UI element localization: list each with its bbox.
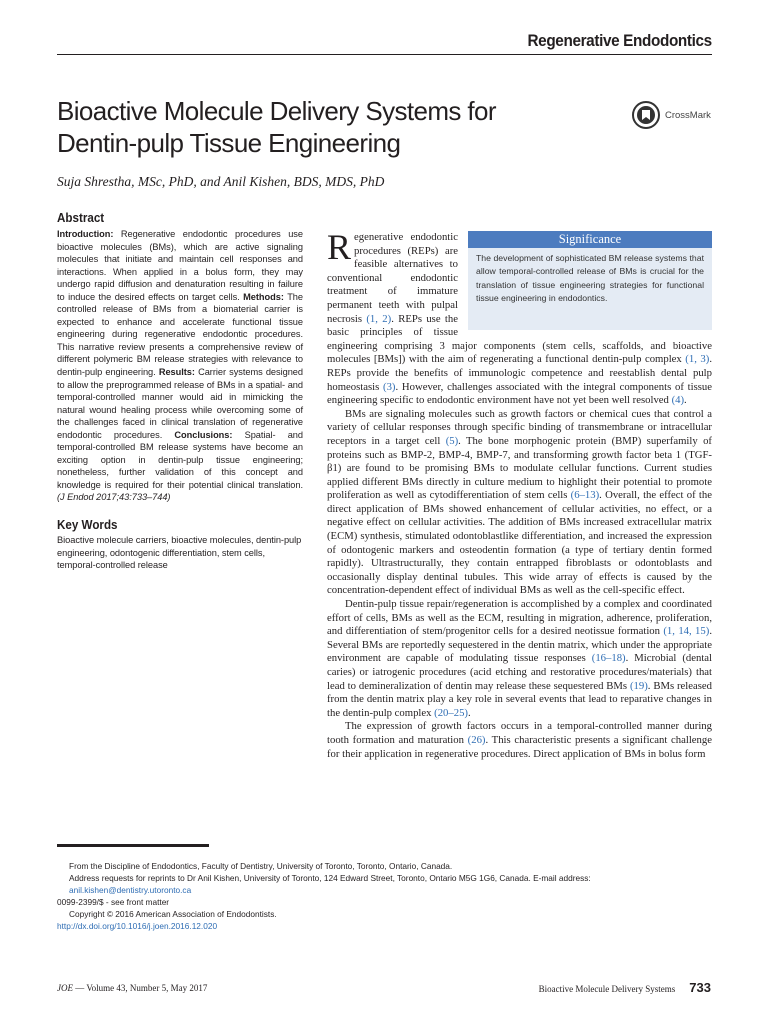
abstract-heading: Abstract	[57, 211, 105, 225]
keywords-text: Bioactive molecule carriers, bioactive molecules, dentin-pulp engineering, odontogenic differentiation, stem cells, temporal-controlled release	[57, 535, 302, 571]
citation-link[interactable]: (1, 3)	[685, 353, 710, 366]
crossmark-label: CrossMark	[665, 109, 711, 121]
volume-info: — Volume 43, Number 5, May 2017	[73, 983, 208, 993]
page-number: 733	[689, 980, 711, 995]
reprint-note: Address requests for reprints to Dr Anil Kishen, University of Toronto, 124 Edward Street, Toronto, Ontario M5G 1G6, Canada. E-mail address: anil.kishen@dentistry.utoronto.ca	[69, 873, 591, 896]
abstract-citation: (J Endod 2017;43:733–744)	[57, 492, 171, 503]
footnote-rule	[57, 844, 209, 847]
citation-link[interactable]: (26)	[467, 733, 486, 746]
footnotes	[57, 860, 715, 933]
issn-note: 0099-2399/$ - see front matter	[57, 897, 170, 908]
citation-link[interactable]: (3)	[383, 380, 396, 393]
citation-link[interactable]: (6–13)	[570, 489, 600, 502]
crossmark-badge[interactable]	[632, 101, 711, 129]
authors: Suja Shrestha, MSc, PhD, and Anil Kishen, BDS, MDS, PhD	[57, 174, 385, 189]
left-column	[57, 211, 303, 572]
citation-link[interactable]: (1, 14, 15)	[663, 625, 710, 638]
header-rule	[57, 54, 712, 55]
journal-abbrev: JOE	[57, 983, 73, 993]
citation-link[interactable]: (19)	[629, 679, 648, 692]
citation-link[interactable]: (20–25)	[434, 706, 468, 719]
drop-cap: R	[327, 227, 352, 267]
methods-label: Methods:	[243, 291, 284, 302]
copyright-note: Copyright © 2016 American Association of Endodontists.	[69, 909, 277, 920]
body-paragraph-3: Dentin-pulp tissue repair/regeneration is accomplished by a complex and coordinated effort of cells, BMs as well as the ECM, resulting in migration, adherence, proliferation, and differentiation of stem/progenitor cells for a desired neotissue formation (1, 14, 15). Several BMs are reportedly sequestered in the dentin matrix, which under the appropriate environment are capable of modulating tissue responses (16–18). Microbial (dental caries) or iatrogenic procedures (acid etching and restorative procedures/materials) that lead to demineralization of dentin may release these sequestered BMs (19). BMs released from the dentin matrix play a key role in several events that lead to reparative changes in the dentin-pulp complex (20–25).	[327, 598, 712, 719]
footer-journal-info	[57, 983, 207, 993]
intro-text: Regenerative endodontic procedures use bioactive molecules (BMs), which are active signaling molecules that initiate and maintain cell responses and interactions. When applied in a bolus form, they may undergo rapid diffusion and denaturation resulting in failure to induce the desired effects on target cells.	[57, 229, 303, 302]
affiliation-note: From the Discipline of Endodontics, Faculty of Dentistry, University of Toronto, Toronto, Ontario, Canada.	[69, 861, 453, 871]
results-label: Results:	[158, 367, 195, 378]
doi-link[interactable]: http://dx.doi.org/10.1016/j.joen.2016.12.020	[57, 921, 218, 932]
results-text: Carrier systems designed to allow the preprogrammed release of BMs in a spatial- and temporal-controlled manner would aid in mimicking the natural wound healing process while overcoming some of the challenges faced in clinical translation of regenerative endodontic procedures.	[57, 367, 303, 440]
email-link[interactable]: anil.kishen@dentistry.utoronto.ca	[69, 885, 192, 896]
conclusions-text: Spatial- and temporal-controlled BM release systems have become an exciting option in dentin-pulp tissue engineering; nonetheless, further validation of this concept and knowledge is required for their potential clinical translation.	[57, 429, 303, 490]
citation-link[interactable]: (5)	[445, 434, 459, 447]
body-paragraph-1: Regenerative endodontic procedures (REPs) are feasible alternatives to conventional endodontic treatment of immature permanent teeth with pulpal necrosis (1, 2). REPs use the basic principles of tissue engineering comprising 3 major components (stem cells, scaffolds, and bioactive molecules [BMs]) with the aim of regenerating a functional dentin-pulp complex (1, 3). REPs provide the benefits of immunologic competence and reestablish dental pulp homeostasis (3). However, challenges associated with the integral components of tissue engineering specific to endodontic environment have not yet been well resolved (4).	[327, 227, 713, 407]
significance-heading: Significance	[468, 231, 712, 248]
body-paragraph-2: BMs are signaling molecules such as growth factors or chemical cues that control a variety of cellular responses through specific binding of transmembrane or intracellular receptors in a target cell (5). The bone morphogenic protein (BMP) superfamily of proteins such as BMP-2, BMP-4, BMP-7, and transforming growth factor beta 1 (TGF-β1) are found to be promising BMs to modulate cellular functions. Current studies applied different BMs directly in culture medium to highlight their potential to promote proliferation as well as cytodifferentiation of stem cells (6–13). Overall, the effect of the direct application of BMs showed enhancement of cellular activities, no effect, or a negative effect on cellular activities. The addition of BMs increased extracellular matrix (ECM) synthesis, stimulated odontoblastlike differentiation, and increased the expression of odontogenic markers and osteodentin formation (a type of tertiary dentin formed rapidly). Ultrastructurally, they contain entrapped fibroblasts or odontoblasts and occasionally display dentinal tubules. This wide array of effects is caused by the concentration-dependent effect of individual BMs as well as the cell-specific effect.	[327, 407, 712, 597]
citation-link[interactable]: (16–18)	[591, 652, 626, 665]
methods-text: The controlled release of BMs from a biomaterial carrier is expected to enhance and accelerate functional tissue engineering during regenerative endodontic procedures. This narrative review presents a comprehensive review of different polymeric BM release strategies with relevance to dentin-pulp engineering.	[57, 291, 303, 378]
keywords-heading: Key Words	[57, 518, 118, 533]
running-title: Bioactive Molecule Delivery Systems	[538, 984, 676, 994]
abstract-body	[57, 228, 303, 504]
body-paragraph-4: The expression of growth factors occurs in a temporal-controlled manner during tooth formation and maturation (26). This characteristic presents a significant challenge for their application in regenerative procedures. Direct application of BMs in bolus form	[327, 720, 712, 760]
citation-link[interactable]: (4)	[671, 394, 685, 407]
citation-link[interactable]: (1, 2)	[366, 312, 392, 325]
significance-text: The development of sophisticated BM release systems that allow temporal-controlled release of BMs is crucial for the translation of tissue engineering strategies for functional tissue engineering in endodontics.	[476, 253, 704, 303]
crossmark-icon	[632, 101, 660, 129]
section-label: Regenerative Endodontics	[527, 31, 712, 50]
article-title: Bioactive Molecule Delivery Systems for Dentin-pulp Tissue Engineering	[57, 96, 496, 158]
footer-right	[539, 980, 711, 995]
significance-box	[468, 231, 712, 330]
intro-label: Introduction:	[57, 229, 114, 239]
conclusions-label: Conclusions:	[174, 429, 233, 440]
right-column	[327, 227, 713, 761]
